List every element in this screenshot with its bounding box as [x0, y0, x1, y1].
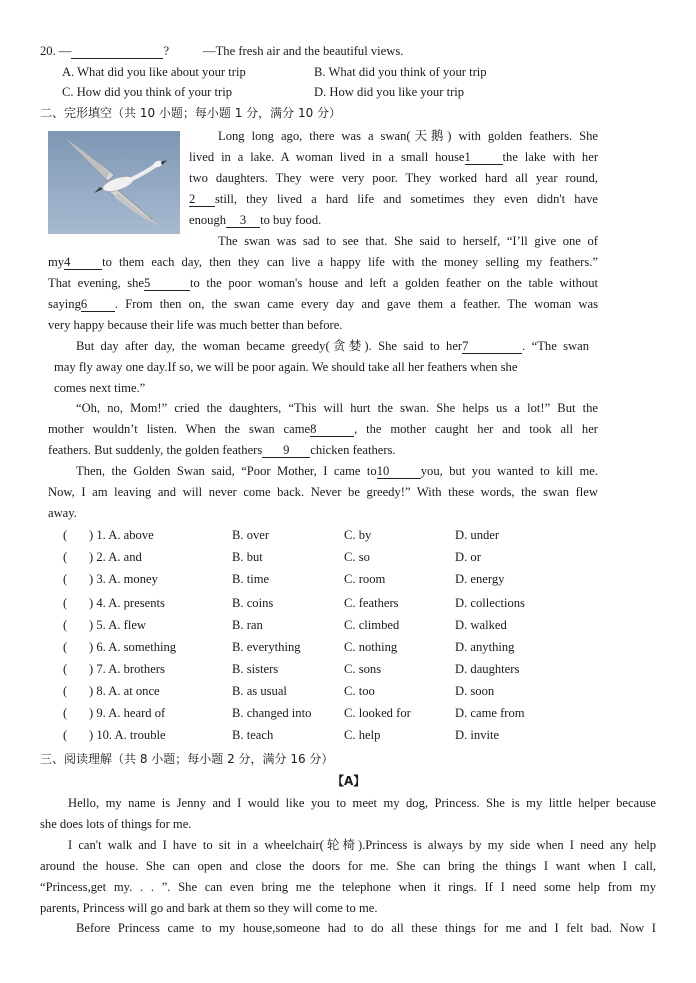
- cloze-line-12: may fly away one day.If so, we will be poor again. We should take all her feathers when she: [54, 360, 518, 374]
- choice-a[interactable]: ) 7. A. brothers: [89, 662, 165, 676]
- blank-3[interactable]: 3: [226, 214, 260, 228]
- answer-paren[interactable]: (: [63, 618, 68, 632]
- blank-4[interactable]: 4: [64, 256, 102, 270]
- blank-8[interactable]: 8: [310, 423, 354, 437]
- answer-paren[interactable]: (: [63, 550, 68, 564]
- answer-paren[interactable]: (: [63, 706, 68, 720]
- choice-c[interactable]: C. sons: [344, 662, 382, 676]
- cloze-line-14: “Oh, no, Mom!” cried the daughters, “This will hurt the swan. She helps us a lot!” But the: [76, 401, 598, 415]
- choice-d[interactable]: D. collections: [455, 596, 525, 610]
- cloze-line-9: saying6 . From then on, the swan came every day and gave them a feather. The woman was: [48, 297, 598, 311]
- choice-b[interactable]: B. coins: [232, 596, 274, 610]
- choice-a[interactable]: ) 1. A. above: [89, 528, 154, 542]
- blank-7[interactable]: 7: [462, 340, 522, 354]
- swan-photo: [48, 131, 180, 234]
- choice-b[interactable]: B. changed into: [232, 706, 312, 720]
- blank-5[interactable]: 5: [144, 277, 190, 291]
- choice-d[interactable]: D. anything: [455, 640, 515, 654]
- choice-b[interactable]: B. sisters: [232, 662, 279, 676]
- cloze-line-7: my4 to them each day, then they can live a happy life with the money selling my feathers.”: [48, 255, 598, 269]
- choice-c[interactable]: C. looked for: [344, 706, 411, 720]
- answer-paren[interactable]: (: [63, 662, 68, 676]
- choice-b[interactable]: B. as usual: [232, 684, 287, 698]
- choice-b[interactable]: B. everything: [232, 640, 301, 654]
- choice-d[interactable]: D. came from: [455, 706, 525, 720]
- answer-paren[interactable]: (: [63, 640, 68, 654]
- q20-option-c: C. How did you think of your trip: [62, 85, 233, 99]
- q20-answer: —The fresh air and the beautiful views.: [203, 44, 404, 58]
- answer-paren[interactable]: (: [63, 528, 68, 542]
- choice-a[interactable]: ) 9. A. heard of: [89, 706, 166, 720]
- choice-c[interactable]: C. by: [344, 528, 372, 542]
- choice-a[interactable]: ) 5. A. flew: [89, 618, 147, 632]
- choice-c[interactable]: C. feathers: [344, 596, 399, 610]
- q20-blank[interactable]: [71, 45, 163, 59]
- answer-paren[interactable]: (: [63, 572, 68, 586]
- cloze-line-3: two daughters. They were very poor. They worked hard all year round,: [189, 171, 598, 185]
- choice-a[interactable]: ) 6. A. something: [89, 640, 177, 654]
- choice-c[interactable]: C. help: [344, 728, 381, 742]
- blank-10[interactable]: 10: [377, 465, 421, 479]
- choice-b[interactable]: B. ran: [232, 618, 263, 632]
- cloze-line-19: away.: [48, 506, 77, 520]
- blank-6[interactable]: 6: [81, 298, 115, 312]
- choice-b[interactable]: B. teach: [232, 728, 274, 742]
- blank-9[interactable]: 9: [262, 444, 310, 458]
- q20-option-b: B. What did you think of your trip: [314, 65, 487, 79]
- reading-line-4: around the house. She can open and close the doors for me. She can bring the things I want when I call,: [40, 859, 656, 873]
- cloze-line-1: Long long ago, there was a swan(天鹅) with golden feathers. She: [218, 129, 598, 143]
- choice-c[interactable]: C. nothing: [344, 640, 398, 654]
- cloze-line-10: very happy because their life was much better than before.: [48, 318, 343, 332]
- section3-title: 三、阅读理解（共 8 小题；每小题 2 分，满分 16 分）: [40, 752, 334, 766]
- choice-d[interactable]: D. under: [455, 528, 500, 542]
- cloze-line-6: The swan was sad to see that. She said to herself, “I’ll give one of: [218, 234, 598, 248]
- cloze-line-2: lived in a lake. A woman lived in a small house1 the lake with her: [189, 150, 599, 164]
- blank-1[interactable]: 1: [465, 151, 503, 165]
- cloze-line-13: comes next time.”: [54, 381, 146, 395]
- cloze-line-15: mother wouldn’t listen. When the swan came8 , the mother caught her and took all her: [48, 422, 598, 436]
- choice-d[interactable]: D. invite: [455, 728, 500, 742]
- cloze-line-5: enough 3 to buy food.: [189, 213, 322, 227]
- choice-d[interactable]: D. daughters: [455, 662, 520, 676]
- reading-line-1: Hello, my name is Jenny and I would like you to meet my dog, Princess. She is my little helper because: [68, 796, 656, 810]
- choice-c[interactable]: C. room: [344, 572, 386, 586]
- blank-2[interactable]: 2: [189, 193, 215, 207]
- choice-a[interactable]: ) 3. A. money: [89, 572, 158, 586]
- answer-paren[interactable]: (: [63, 728, 68, 742]
- answer-paren[interactable]: (: [63, 684, 68, 698]
- choice-a[interactable]: ) 8. A. at once: [89, 684, 160, 698]
- choice-a[interactable]: ) 2. A. and: [89, 550, 142, 564]
- choice-a[interactable]: ) 4. A. presents: [89, 596, 165, 610]
- reading-line-3: I can't walk and I have to sit in a wheelchair(轮椅).Princess is always by my side when I need any help: [68, 838, 656, 852]
- choice-c[interactable]: C. too: [344, 684, 375, 698]
- cloze-line-4: 2 still, they lived a hard life and sometimes they even didn't have: [189, 192, 598, 206]
- choice-b[interactable]: B. but: [232, 550, 263, 564]
- choice-d[interactable]: D. energy: [455, 572, 505, 586]
- reading-line-2: she does lots of things for me.: [40, 817, 192, 831]
- passage-label: 【A】: [332, 774, 366, 788]
- choice-d[interactable]: D. soon: [455, 684, 495, 698]
- choice-a[interactable]: ) 10. A. trouble: [89, 728, 166, 742]
- choice-b[interactable]: B. time: [232, 572, 270, 586]
- q20-number: 20. —: [40, 44, 72, 58]
- cloze-line-11: But day after day, the woman became greedy(贪婪). She said to her7 . “The swan: [76, 339, 590, 353]
- section2-title: 二、完形填空（共 10 小题；每小题 1 分，满分 10 分）: [40, 106, 342, 120]
- choice-c[interactable]: C. so: [344, 550, 370, 564]
- reading-line-5: “Princess,get my. . . ”. She can even bring me the telephone when it rings. If I need some help from my: [40, 880, 656, 894]
- reading-line-6: parents, Princess will go and bark at them so they will come to me.: [40, 901, 378, 915]
- q20-question-mark: ?: [163, 44, 170, 58]
- cloze-line-17: Then, the Golden Swan said, “Poor Mother, I came to10 you, but you wanted to kill me.: [76, 464, 598, 478]
- cloze-line-8: That evening, she5 to the poor woman's house and left a golden feather on the table without: [48, 276, 598, 290]
- answer-paren[interactable]: (: [63, 596, 68, 610]
- reading-line-7: Before Princess came to my house,someone had to do all these things for me and I felt bad. Now I: [76, 921, 656, 935]
- choice-c[interactable]: C. climbed: [344, 618, 400, 632]
- cloze-line-16: feathers. But suddenly, the golden feathers 9 chicken feathers.: [48, 443, 396, 457]
- q20-option-a: A. What did you like about your trip: [62, 65, 246, 79]
- cloze-line-18: Now, I am leaving and will never come back. Never be greedy!” With these words, the swan flew: [48, 485, 598, 499]
- q20-option-d: D. How did you like your trip: [314, 85, 465, 99]
- choice-d[interactable]: D. or: [455, 550, 481, 564]
- choice-d[interactable]: D. walked: [455, 618, 507, 632]
- q20-stem: [40, 45, 169, 59]
- choice-b[interactable]: B. over: [232, 528, 270, 542]
